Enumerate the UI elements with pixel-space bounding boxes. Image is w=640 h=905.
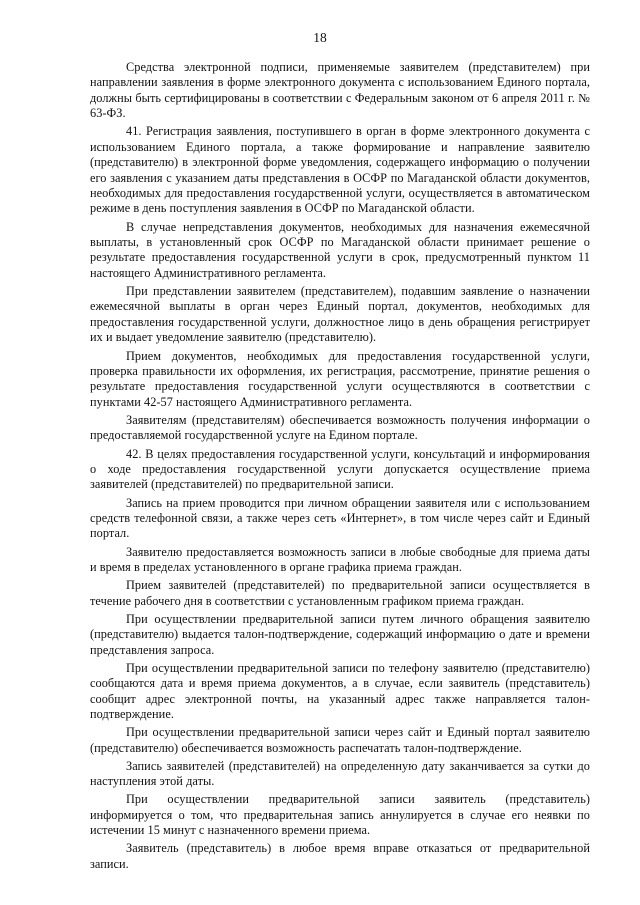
paragraph: 42. В целях предоставления государственной услуги, консультаций и информирования о ходе предоставления государственной услуги допускается осуществление приема заявителей (представителей) по предварительной записи. [90,446,590,492]
paragraph: Заявитель (представитель) в любое время вправе отказаться от предварительной записи. [90,841,590,871]
paragraph: При осуществлении предварительной записи путем личного обращения заявителю (представителю) выдается талон-подтверждение, содержащий информацию о дате и времени представления запроса. [90,611,590,657]
body-text [90,60,590,875]
paragraph: Прием заявителей (представителей) по предварительной записи осуществляется в течение рабочего дня в соответствии с установленным графиком приема граждан. [90,578,590,608]
paragraph: При осуществлении предварительной записи по телефону заявителю (представителю) сообщаются дата и время приема документов, а в случае, если заявитель (представитель) сообщит адрес электронной почты, на указанный адрес также направляется талон-подтверждение. [90,660,590,722]
paragraph: При осуществлении предварительной записи заявитель (представитель) информируется о том, что предварительная запись аннулируется в случае его неявки по истечении 15 минут с назначенного времени приема. [90,792,590,838]
paragraph: При представлении заявителем (представителем), подавшим заявление о назначении ежемесячной выплаты в орган через Единый портал, документов, необходимых для предоставления государственной услуги, должностное лицо в день обращения регистрирует их и выдает уведомление заявителю (представителю). [90,284,590,345]
paragraph: Заявителям (представителям) обеспечивается возможность получения информации о предоставляемой государственной услуге на Едином портале. [90,412,590,443]
paragraph: Заявителю предоставляется возможность записи в любые свободные для приема даты и время в пределах установленного в органе графика приема граждан. [90,544,590,574]
paragraph: 41. Регистрация заявления, поступившего в орган в форме электронного документа с использованием Единого портала, а также формирование и направление заявителю (представителю) в электронной форме уведомления, содержащего информацию о получении его заявления с указанием даты представления в ОСФР по Магаданской области документов, необходимых для предоставления государственной услуги, осуществляется в автоматическом режиме в день поступления заявления в ОСФР по Магаданской области. [90,124,590,216]
paragraph: Прием документов, необходимых для предоставления государственной услуги, проверка правильности их оформления, их регистрация, рассмотрение, принятие решения о результате предоставления государственной услуги осуществляются в соответствии с пунктами 42-57 настоящего Административного регламента. [90,348,590,409]
paragraph: Запись на прием проводится при личном обращении заявителя или с использованием средств телефонной связи, а также через сеть «Интернет», в том числе через сайт и Единый портал. [90,495,590,541]
paragraph: В случае непредставления документов, необходимых для назначения ежемесячной выплаты, в установленный срок ОСФР по Магаданской области принимает решение о результате предоставления государственной услуги в срок, предусмотренный пунктом 11 настоящего Административного регламента. [90,219,590,280]
page-number: 18 [313,30,327,45]
paragraph: Средства электронной подписи, применяемые заявителем (представителем) при направлении заявления в форме электронного документа с использованием Единого портала, должны быть сертифицированы в соответствии с Федеральным законом от 6 апреля 2011 г. № 63-ФЗ. [90,60,590,121]
paragraph: При осуществлении предварительной записи через сайт и Единый портал заявителю (представителю) обеспечивается возможность распечатать талон-подтверждение. [90,725,590,755]
paragraph: Запись заявителей (представителей) на определенную дату заканчивается за сутки до наступления этой даты. [90,758,590,789]
